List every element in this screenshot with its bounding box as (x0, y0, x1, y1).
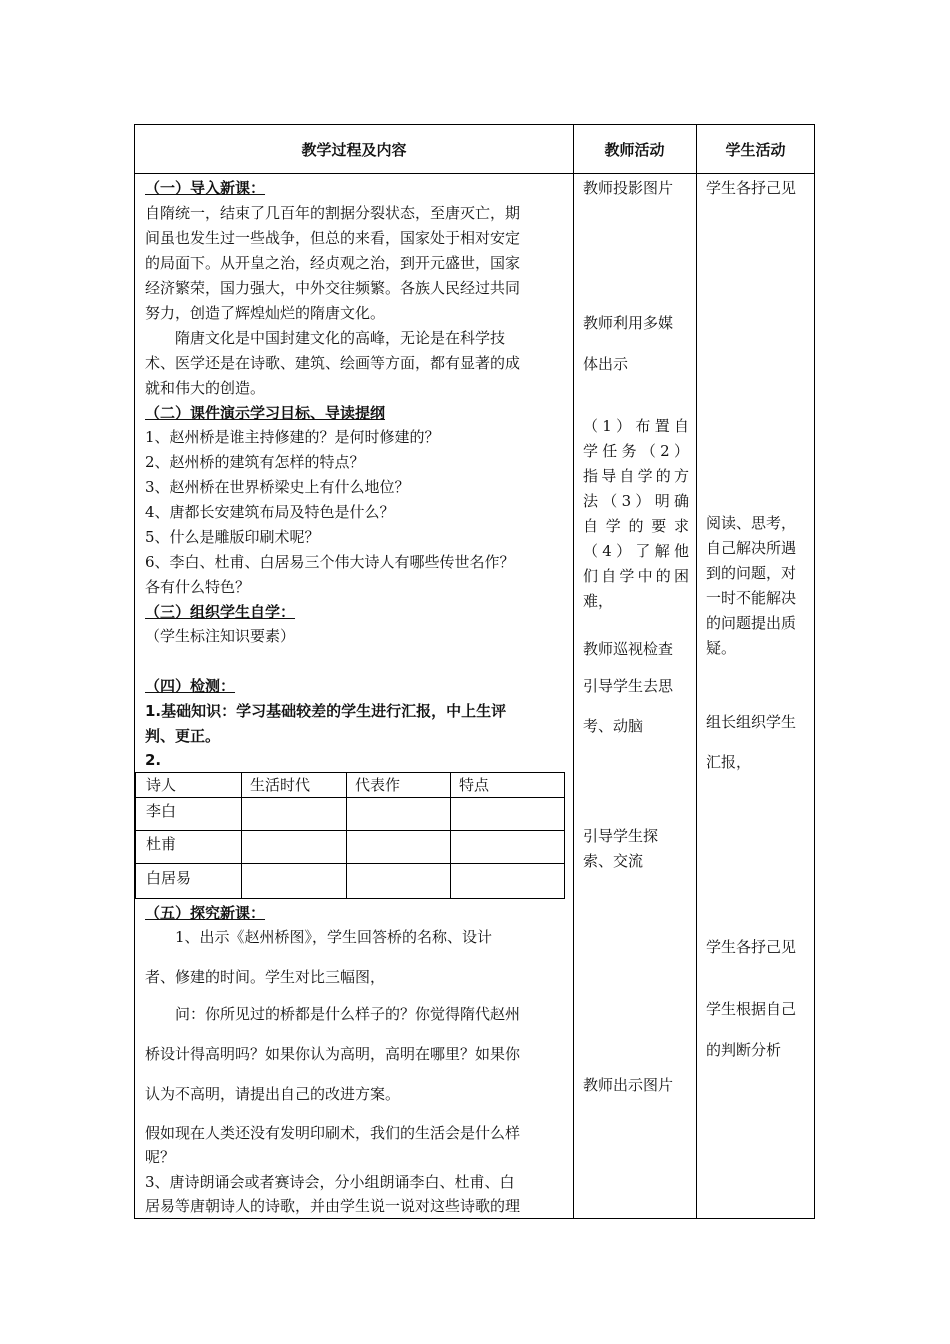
paragraph-line: 术、医学还是在诗歌、建筑、绘画等方面，都有显著的成 (145, 354, 521, 372)
student-activity-analysis: 学生根据自己 (706, 1000, 797, 1018)
paragraph-line: 努力，创造了辉煌灿烂的隋唐文化。 (145, 304, 386, 322)
table-header-cell: 特点 (459, 776, 490, 794)
table-row-label: 李白 (146, 802, 177, 820)
activity-line: （1）布置自 (583, 417, 689, 435)
item-number: 2. (145, 751, 162, 769)
table-divider (450, 773, 451, 898)
paragraph-line: 者、修建的时间。学生对比三幅图， (145, 968, 386, 986)
paragraph-line: 就和伟大的创造。 (145, 379, 266, 397)
activity-line: 法（3）明确 (583, 492, 689, 510)
outline-item: 各有什么特色？ (145, 578, 251, 596)
paragraph-line: 1.基础知识：学习基础较差的学生进行汇报，中上生评 (145, 702, 507, 720)
header-teacher-activity: 教师活动 (604, 140, 665, 159)
teacher-activity-guide-explore: 引导学生探 (583, 827, 659, 845)
teacher-activity-self-study (583, 414, 689, 614)
header-process-content: 教学过程及内容 (301, 140, 407, 159)
poet-table (135, 772, 565, 899)
header-student-activity: 学生活动 (725, 140, 786, 159)
table-divider (241, 773, 242, 898)
teacher-activity-guide-explore-2: 索、交流 (583, 852, 644, 870)
student-activity-analysis-2: 的判断分析 (706, 1041, 782, 1059)
section-1-title: （一）导入新课： (145, 179, 266, 197)
teacher-activity-guide-think-2: 考、动脑 (583, 717, 644, 735)
paragraph-line: 假如现在人类还没有发明印刷术，我们的生活会是什么样 (145, 1124, 521, 1142)
paragraph-line: 间虽也发生过一些战争，但总的来看，国家处于相对安定 (145, 229, 521, 247)
column-divider (696, 125, 697, 1218)
outline-item: 6、李白、杜甫、白居易三个伟大诗人有哪些传世名作？ (145, 553, 515, 571)
activity-line: 阅读、思考， (706, 514, 797, 532)
paragraph-line: 居易等唐朝诗人的诗歌，并由学生说一说对这些诗歌的理 (145, 1197, 521, 1215)
activity-line: 难， (583, 592, 614, 610)
paragraph-line: 自隋统一，结束了几百年的割据分裂状态，至唐灭亡，期 (145, 204, 521, 222)
paragraph-line: 判、更正。 (145, 727, 221, 745)
paragraph-line: 1、出示《赵州桥图》，学生回答桥的名称、设计 (175, 928, 493, 946)
table-header-cell: 诗人 (146, 776, 177, 794)
paragraph-line: 3、唐诗朗诵会或者赛诗会，分小组朗诵李白、杜甫、白 (145, 1173, 515, 1191)
table-row-label: 白居易 (146, 869, 192, 887)
teacher-activity-show-pictures: 教师出示图片 (583, 1076, 674, 1094)
table-divider (136, 863, 564, 864)
activity-line: 自学的要求 (583, 517, 689, 535)
activity-line: （4）了解他 (583, 542, 689, 560)
activity-line: 到的问题，对 (706, 564, 797, 582)
column-divider (573, 125, 574, 1218)
paragraph-line: 问：你所见过的桥都是什么样子的？你觉得隋代赵州 (175, 1005, 521, 1023)
teacher-activity-guide-think: 引导学生去思 (583, 677, 674, 695)
table-divider (136, 797, 564, 798)
table-row-label: 杜甫 (146, 835, 177, 853)
paragraph-line: 桥设计得高明吗？如果你认为高明，高明在哪里？如果你 (145, 1045, 521, 1063)
table-header-cell: 代表作 (355, 776, 401, 794)
header-divider (135, 173, 814, 174)
activity-line: 疑。 (706, 639, 737, 657)
paragraph-line: （学生标注知识要素） (145, 627, 296, 645)
section-5-title: （五）探究新课： (145, 904, 266, 922)
outline-item: 1、赵州桥是谁主持修建的？是何时修建的？ (145, 428, 440, 446)
student-activity-opinions: 学生各抒己见 (706, 179, 797, 197)
activity-line: 指导自学的方 (583, 467, 689, 485)
activity-line: 一时不能解决 (706, 589, 797, 607)
section-3-title: （三）组织学生自学： (145, 603, 296, 621)
table-header-cell: 生活时代 (250, 776, 311, 794)
activity-line: 学任务（2） (583, 442, 689, 460)
teacher-activity-multimedia: 教师利用多媒 (583, 314, 674, 332)
activity-line: 的问题提出质 (706, 614, 797, 632)
lesson-plan-table (134, 124, 815, 1219)
activity-line: 自己解决所遇 (706, 539, 797, 557)
teacher-activity-projection: 教师投影图片 (583, 179, 674, 197)
section-2-title: （二）课件演示学习目标、导读提纲 (145, 404, 386, 422)
paragraph-line: 经济繁荣，国力强大，中外交往频繁。各族人民经过共同 (145, 279, 521, 297)
teacher-activity-multimedia-2: 体出示 (583, 355, 629, 373)
paragraph-line: 认为不高明，请提出自己的改进方案。 (145, 1085, 401, 1103)
student-activity-opinions-2: 学生各抒己见 (706, 938, 797, 956)
paragraph-line: 隋唐文化是中国封建文化的高峰，无论是在科学技 (175, 329, 506, 347)
outline-item: 4、唐都长安建筑布局及特色是什么？ (145, 503, 395, 521)
paragraph-line: 的局面下。从开皇之治，经贞观之治，到开元盛世，国家 (145, 254, 521, 272)
student-activity-group-report-2: 汇报， (706, 753, 752, 771)
outline-item: 2、赵州桥的建筑有怎样的特点？ (145, 453, 365, 471)
table-divider (136, 830, 564, 831)
outline-item: 5、什么是雕版印刷术呢？ (145, 528, 320, 546)
outline-item: 3、赵州桥在世界桥梁史上有什么地位？ (145, 478, 410, 496)
section-4-title: （四）检测： (145, 677, 236, 695)
table-divider (346, 773, 347, 898)
paragraph-line: 呢？ (145, 1148, 176, 1166)
activity-line: 们自学中的困 (583, 567, 689, 585)
teacher-activity-patrol: 教师巡视检查 (583, 640, 674, 658)
student-activity-reading (706, 511, 810, 661)
student-activity-group-report: 组长组织学生 (706, 713, 797, 731)
